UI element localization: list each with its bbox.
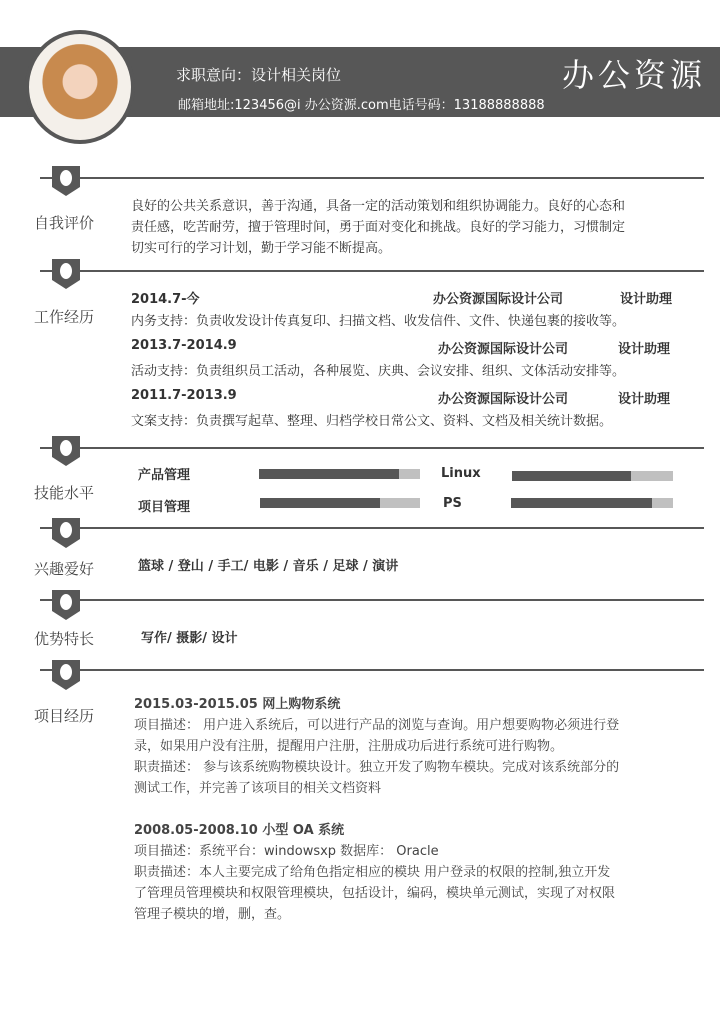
brand-title: 办公资源 [561, 56, 706, 94]
work-company: 办公资源国际设计公司 [433, 292, 564, 307]
work-date: 2011.7-2013.9 [131, 388, 237, 403]
section-title-project: 项目经历 [34, 707, 95, 725]
work-date: 2013.7-2014.9 [131, 338, 237, 353]
section-badge-icon [52, 518, 80, 548]
work-role: 设计助理 [618, 392, 671, 407]
section-badge-icon [52, 259, 80, 289]
section-badge-icon [52, 166, 80, 196]
divider [40, 669, 704, 671]
skill-name: 产品管理 [138, 468, 191, 483]
self-eval-line: 切实可行的学习计划，勤于学习能不断提高。 [131, 241, 392, 256]
work-item [131, 338, 680, 382]
divider [40, 270, 704, 272]
strengths-text: 写作/ 摄影/ 设计 [141, 631, 238, 646]
section-title-self: 自我评价 [34, 214, 95, 232]
divider [40, 599, 704, 601]
section-title-work: 工作经历 [34, 308, 95, 326]
work-company: 办公资源国际设计公司 [438, 392, 569, 407]
work-desc: 活动支持：负责组织员工活动，各种展览、庆典、会议安排、组织、文体活动安排等。 [131, 364, 626, 379]
section-title-skills: 技能水平 [34, 484, 95, 502]
project-line: 职责描述：本人主要完成了给角色指定相应的模块 用户登录的权限的控制,独立开发 [134, 865, 611, 880]
work-company: 办公资源国际设计公司 [438, 342, 569, 357]
divider [40, 177, 704, 179]
project-title: 2008.05-2008.10 小型 OA 系统 [134, 823, 345, 838]
work-desc: 内务支持：负责收发设计传真复印、扫描文档、收发信件、文件、快递包裹的接收等。 [131, 314, 626, 329]
project-line: 项目描述： 用户进入系统后，可以进行产品的浏览与查询。用户想要购物必须进行登 [134, 718, 620, 733]
skill-name: 项目管理 [138, 500, 191, 515]
work-date: 2014.7-今 [131, 292, 200, 307]
project-line: 录，如果用户没有注册，提醒用户注册，注册成功后进行系统可进行购物。 [134, 739, 564, 754]
self-eval-line: 良好的公共关系意识，善于沟通，具备一定的活动策划和组织协调能力。良好的心态和 [131, 199, 626, 214]
skill-bar [511, 498, 673, 508]
section-badge-icon [52, 590, 80, 620]
work-role: 设计助理 [620, 292, 673, 307]
self-eval-line: 责任感，吃苦耐劳，擅于管理时间，勇于面对变化和挑战。良好的学习能力，习惯制定 [131, 220, 626, 235]
work-item [131, 288, 680, 332]
contact-info: 邮箱地址:123456@i 办公资源.com电话号码：13188888888 [178, 98, 545, 113]
section-title-strength: 优势特长 [34, 630, 95, 648]
divider [40, 447, 704, 449]
skill-bar [259, 469, 420, 479]
skill-name: Linux [441, 466, 481, 481]
section-title-hobby: 兴趣爱好 [34, 560, 95, 578]
section-badge-icon [52, 436, 80, 466]
avatar [25, 30, 135, 144]
project-title: 2015.03-2015.05 网上购物系统 [134, 697, 341, 712]
job-intent: 求职意向：设计相关岗位 [176, 66, 342, 84]
project-item [134, 820, 619, 925]
skill-bar [260, 498, 420, 508]
project-line: 项目描述：系统平台：windowsxp 数据库： Oracle [134, 844, 439, 859]
project-line: 管理子模块的增，删，查。 [134, 907, 291, 922]
section-badge-icon [52, 660, 80, 690]
project-line: 职责描述： 参与该系统购物模块设计。独立开发了购物车模块。完成对该系统部分的 [134, 760, 620, 775]
work-role: 设计助理 [618, 342, 671, 357]
divider [40, 527, 704, 529]
skill-name: PS [443, 496, 462, 511]
project-line: 测试工作，并完善了该项目的相关文档资料 [134, 781, 382, 796]
project-line: 了管理员管理模块和权限管理模块，包括设计，编码，模块单元测试，实现了对权限 [134, 886, 616, 901]
hobbies-text: 篮球 / 登山 / 手工/ 电影 / 音乐 / 足球 / 演讲 [138, 559, 399, 574]
work-desc: 文案支持：负责撰写起草、整理、归档学校日常公文、资料、文档及相关统计数据。 [131, 414, 613, 429]
work-item [131, 388, 680, 432]
skill-bar [512, 471, 673, 481]
project-item [134, 694, 619, 799]
